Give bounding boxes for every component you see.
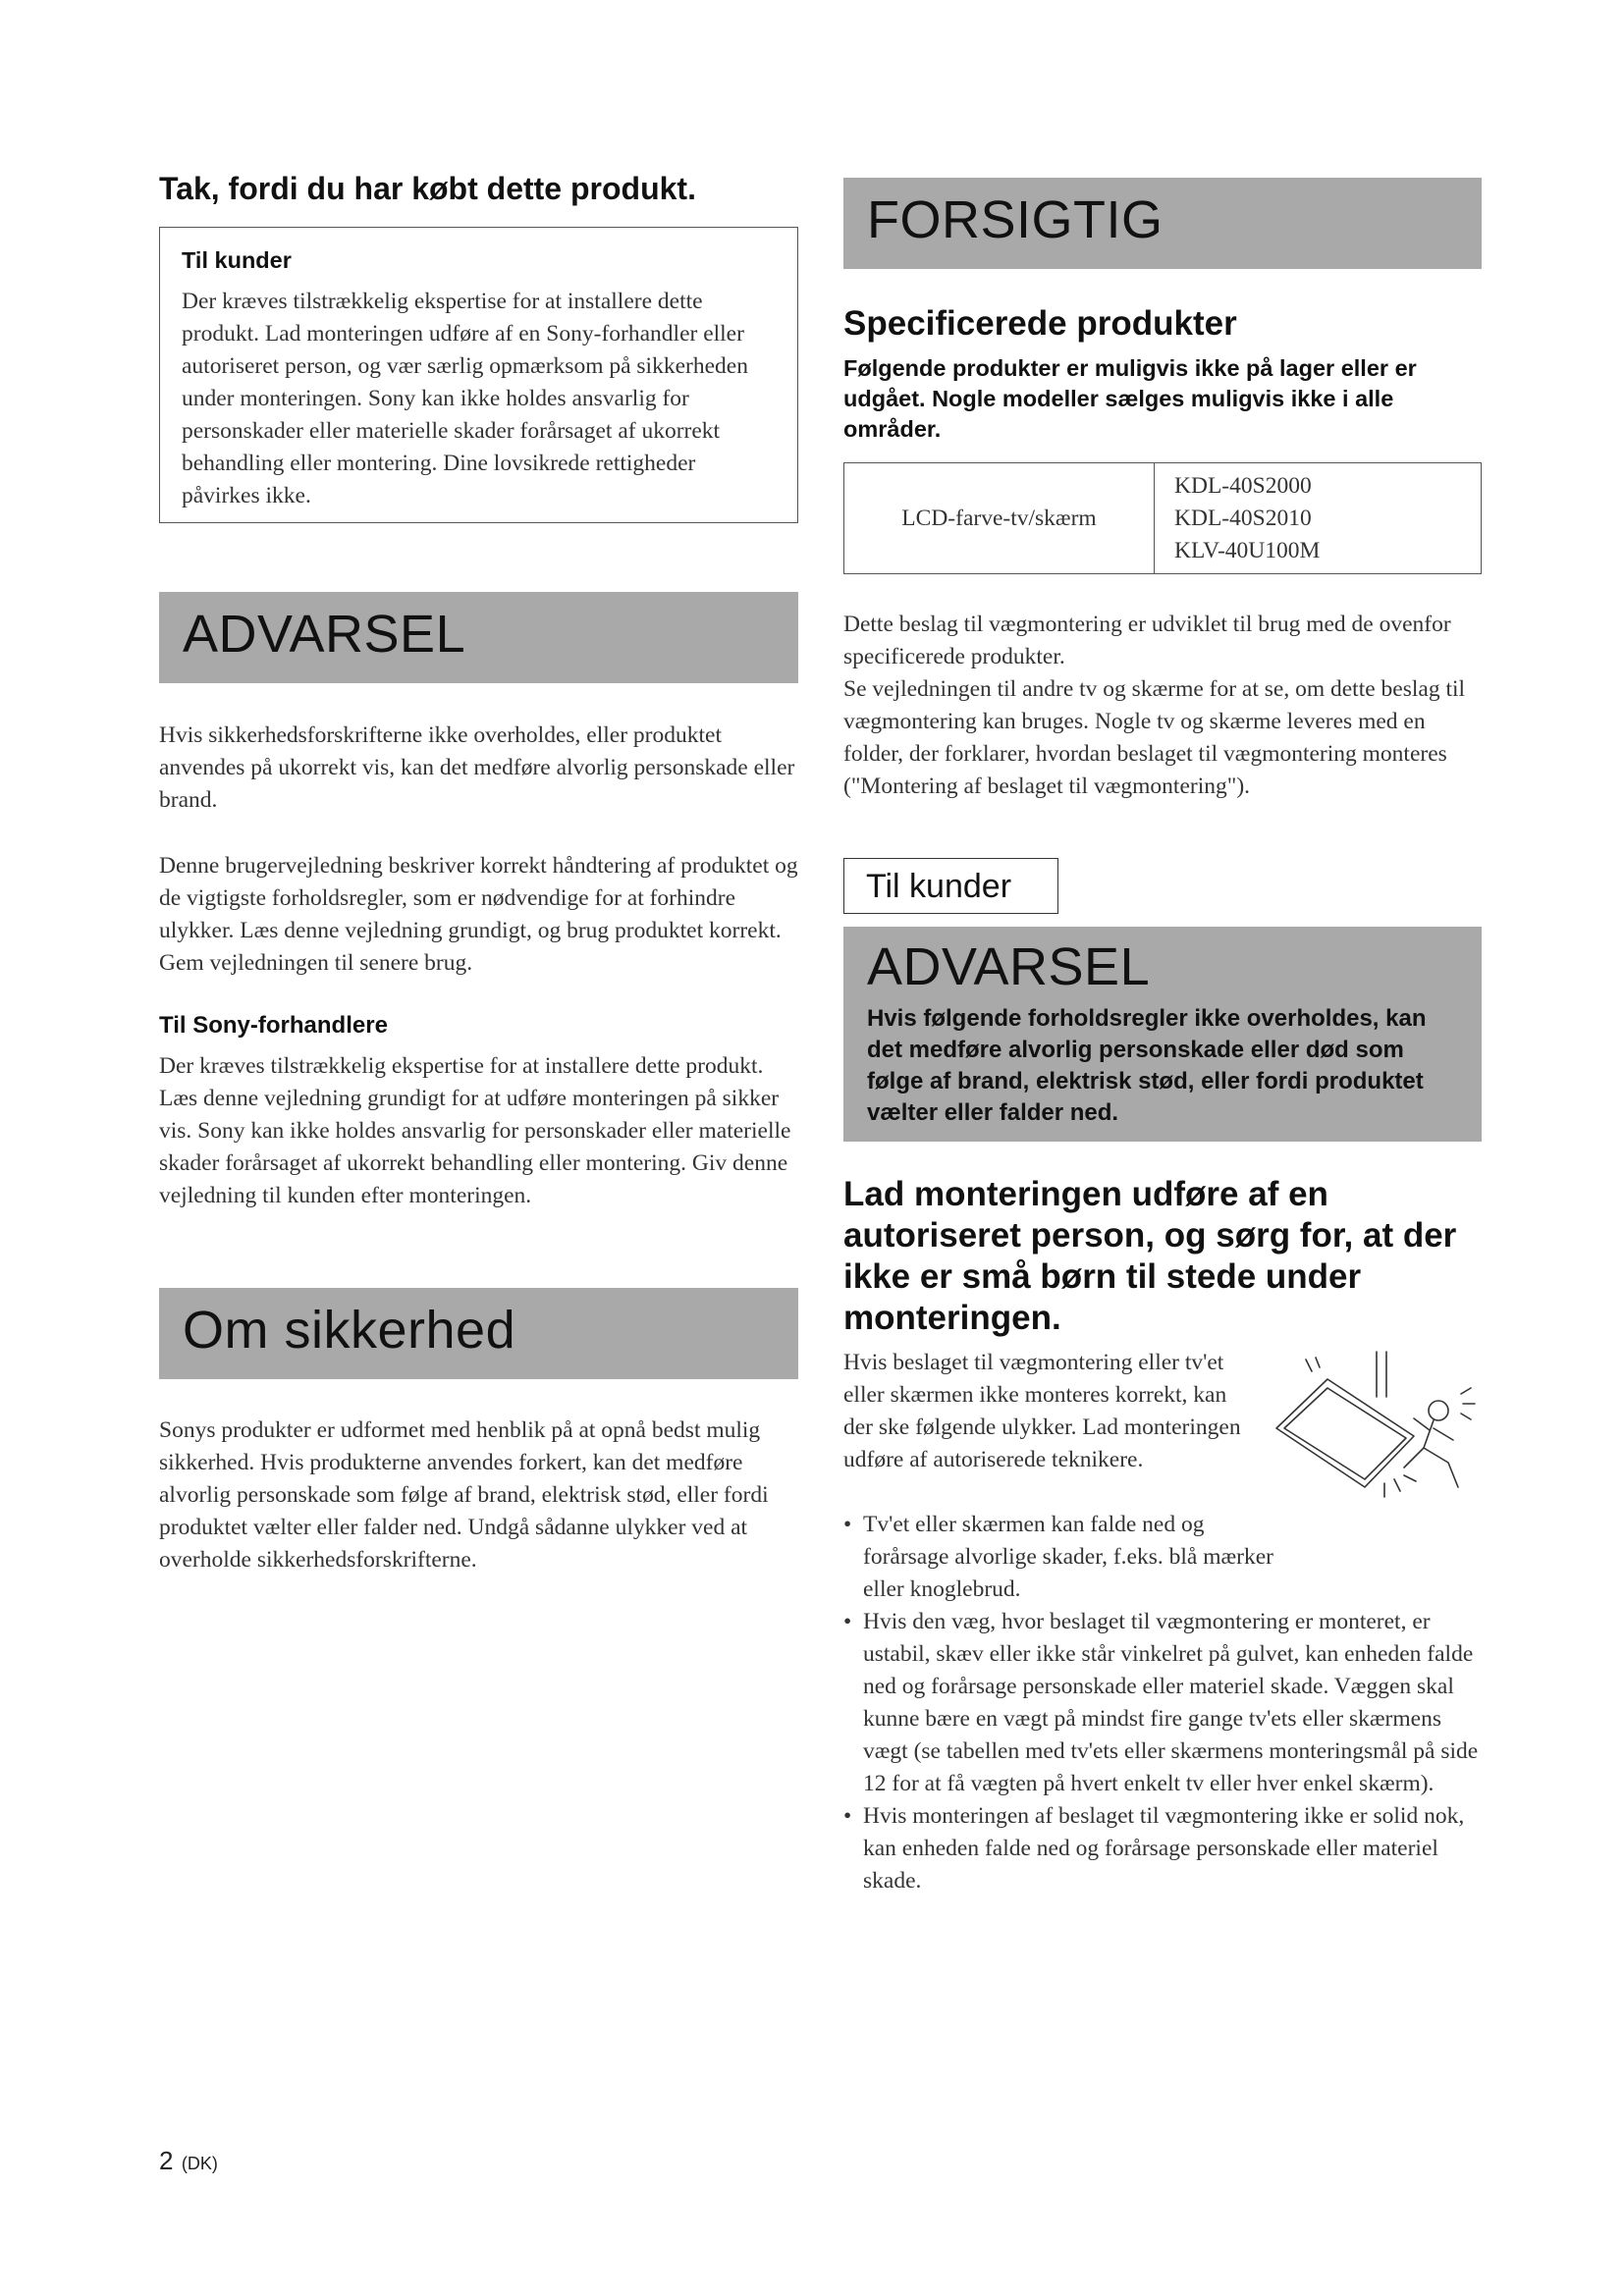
- safety-banner: [159, 1288, 798, 1379]
- list-item: [843, 1606, 1482, 1800]
- list-item-text: Tv'et eller skærmen kan falde ned og forårsage alvorlige skader, f.eks. blå mærker eller knoglebrud.: [863, 1512, 1273, 1602]
- caution-banner: [843, 178, 1482, 269]
- specified-products-subtext: Følgende produkter er muligvis ikke på lager eller er udgået. Nogle modeller sælges muligvis ikke i alle områder.: [843, 355, 1417, 442]
- page-footer: [159, 2146, 218, 2176]
- warning-banner-right: [843, 927, 1482, 1142]
- warning-text-2: Denne brugervejledning beskriver korrekt håndtering af produktet og de vigtigste forholdsregler, som er nødvendige for at forhindre ulykker. Læs denne vejledning grundigt, og brug produktet korrekt. Gem vejledningen til senere brug.: [159, 853, 798, 976]
- customers-label-box: [843, 858, 1058, 914]
- product-model: KDL-40S2010: [1174, 505, 1312, 531]
- list-item: [843, 1800, 1482, 1897]
- warning-banner-left-title: ADVARSEL: [183, 605, 466, 664]
- list-item: [843, 1509, 1275, 1606]
- warning-banner-left: [159, 592, 798, 683]
- product-model: KLV-40U100M: [1174, 537, 1321, 563]
- bullet-glyph: •: [843, 1609, 852, 1634]
- safety-text: Sonys produkter er udformet med henblik på at opnå bedst mulig sikkerhed. Hvis produkterne anvendes forkert, kan det medføre alvorlig personskade som følge af brand, elektrisk stød, eller fordi produktet vælter eller falder ned. Undgå sådanne ulykker ved at overholde sikkerhedsforskrifterne.: [159, 1417, 769, 1573]
- customer-box-text: Der kræves tilstrækkelig ekspertise for at installere dette produkt. Lad monteringen udføre af en Sony-forhandler eller autoriseret person, og vær særlig opmærksom på sikkerheden under monteringen. Sony kan ikke holdes ansvarlig for personskader eller materielle skader forårsaget af ukorrekt behandling eller montering. Dine lovsikrede rettigheder påvirkes ikke.: [182, 289, 748, 508]
- product-table: [843, 462, 1482, 574]
- specified-products-heading: Specificerede produkter: [843, 304, 1237, 343]
- bracket-text-2: Se vejledningen til andre tv og skærme for at se, om dette beslag til vægmontering kan bruges. Nogle tv og skærme leveres med en folder, der forklarer, hvordan beslaget til vægmontering monteres ("Montering af beslaget til vægmontering").: [843, 676, 1466, 799]
- safety-banner-title: Om sikkerhed: [183, 1301, 516, 1360]
- caution-banner-title: FORSIGTIG: [867, 190, 1164, 249]
- customer-info-box: [159, 227, 798, 523]
- dealers-text: Der kræves tilstrækkelig ekspertise for at installere dette produkt. Læs denne vejledning grundigt for at udføre monteringen på sikker vis. Sony kan ikke holdes ansvarlig for personskader eller materielle skader forårsaget af ukorrekt behandling eller montering. Giv denne vejledning til kunden efter monteringen.: [159, 1053, 791, 1208]
- product-model: KDL-40S2000: [1174, 472, 1312, 499]
- install-heading: Lad monteringen udføre af en autoriseret person, og sørg for, at der ikke er små børn til stede under monteringen.: [843, 1175, 1457, 1337]
- warning-banner-right-title: ADVARSEL: [867, 937, 1151, 996]
- thanks-title: Tak, fordi du har købt dette produkt.: [159, 171, 696, 206]
- install-text: Hvis beslaget til vægmontering eller tv'et eller skærmen ikke monteres korrekt, kan der ske følgende ulykker. Lad monteringen udføre af autoriserede teknikere.: [843, 1350, 1241, 1472]
- warning-text-1: Hvis sikkerhedsforskrifterne ikke overholdes, eller produktet anvendes på ukorrekt vis, kan det medføre alvorlig personskade eller brand.: [159, 722, 795, 813]
- list-item-text: Hvis monteringen af beslaget til vægmontering ikke er solid nok, kan enheden falde ned og forårsage personskade eller materiel skade.: [863, 1803, 1465, 1894]
- product-category: LCD-farve-tv/skærm: [901, 505, 1097, 531]
- product-models-cell: [1155, 463, 1482, 574]
- customer-box-heading: Til kunder: [182, 247, 292, 273]
- bullet-glyph: •: [843, 1512, 852, 1537]
- language-code: (DK): [181, 2154, 218, 2173]
- bracket-text-1: Dette beslag til vægmontering er udviklet til brug med de ovenfor specificerede produkter.: [843, 612, 1451, 669]
- page-number: 2: [159, 2146, 174, 2175]
- customers-label: Til kunder: [866, 868, 1012, 905]
- bullet-glyph: •: [843, 1803, 852, 1829]
- warning-banner-right-subtext: Hvis følgende forholdsregler ikke overholdes, kan det medføre alvorlig personskade eller død som følge af brand, elektrisk stød, eller fordi produktet vælter eller falder ned.: [867, 1005, 1427, 1126]
- list-item-text: Hvis den væg, hvor beslaget til vægmontering er monteret, er ustabil, skæv eller ikke står vinkelret på gulvet, kan enheden falde ned og forårsage personskade eller materiel skade. Væggen skal kunne bære en vægt på mindst fire gange tv'ets eller skærmens vægt (se tabellen med tv'ets eller skærmens monteringsmål på side 12 for at få vægten på hvert enkelt tv eller hver enkel skærm).: [863, 1609, 1479, 1796]
- hazard-list: [843, 1509, 1482, 1897]
- falling-tv-illustration: [1267, 1350, 1488, 1505]
- product-category-cell: [844, 463, 1155, 574]
- dealers-heading: Til Sony-forhandlere: [159, 1012, 388, 1039]
